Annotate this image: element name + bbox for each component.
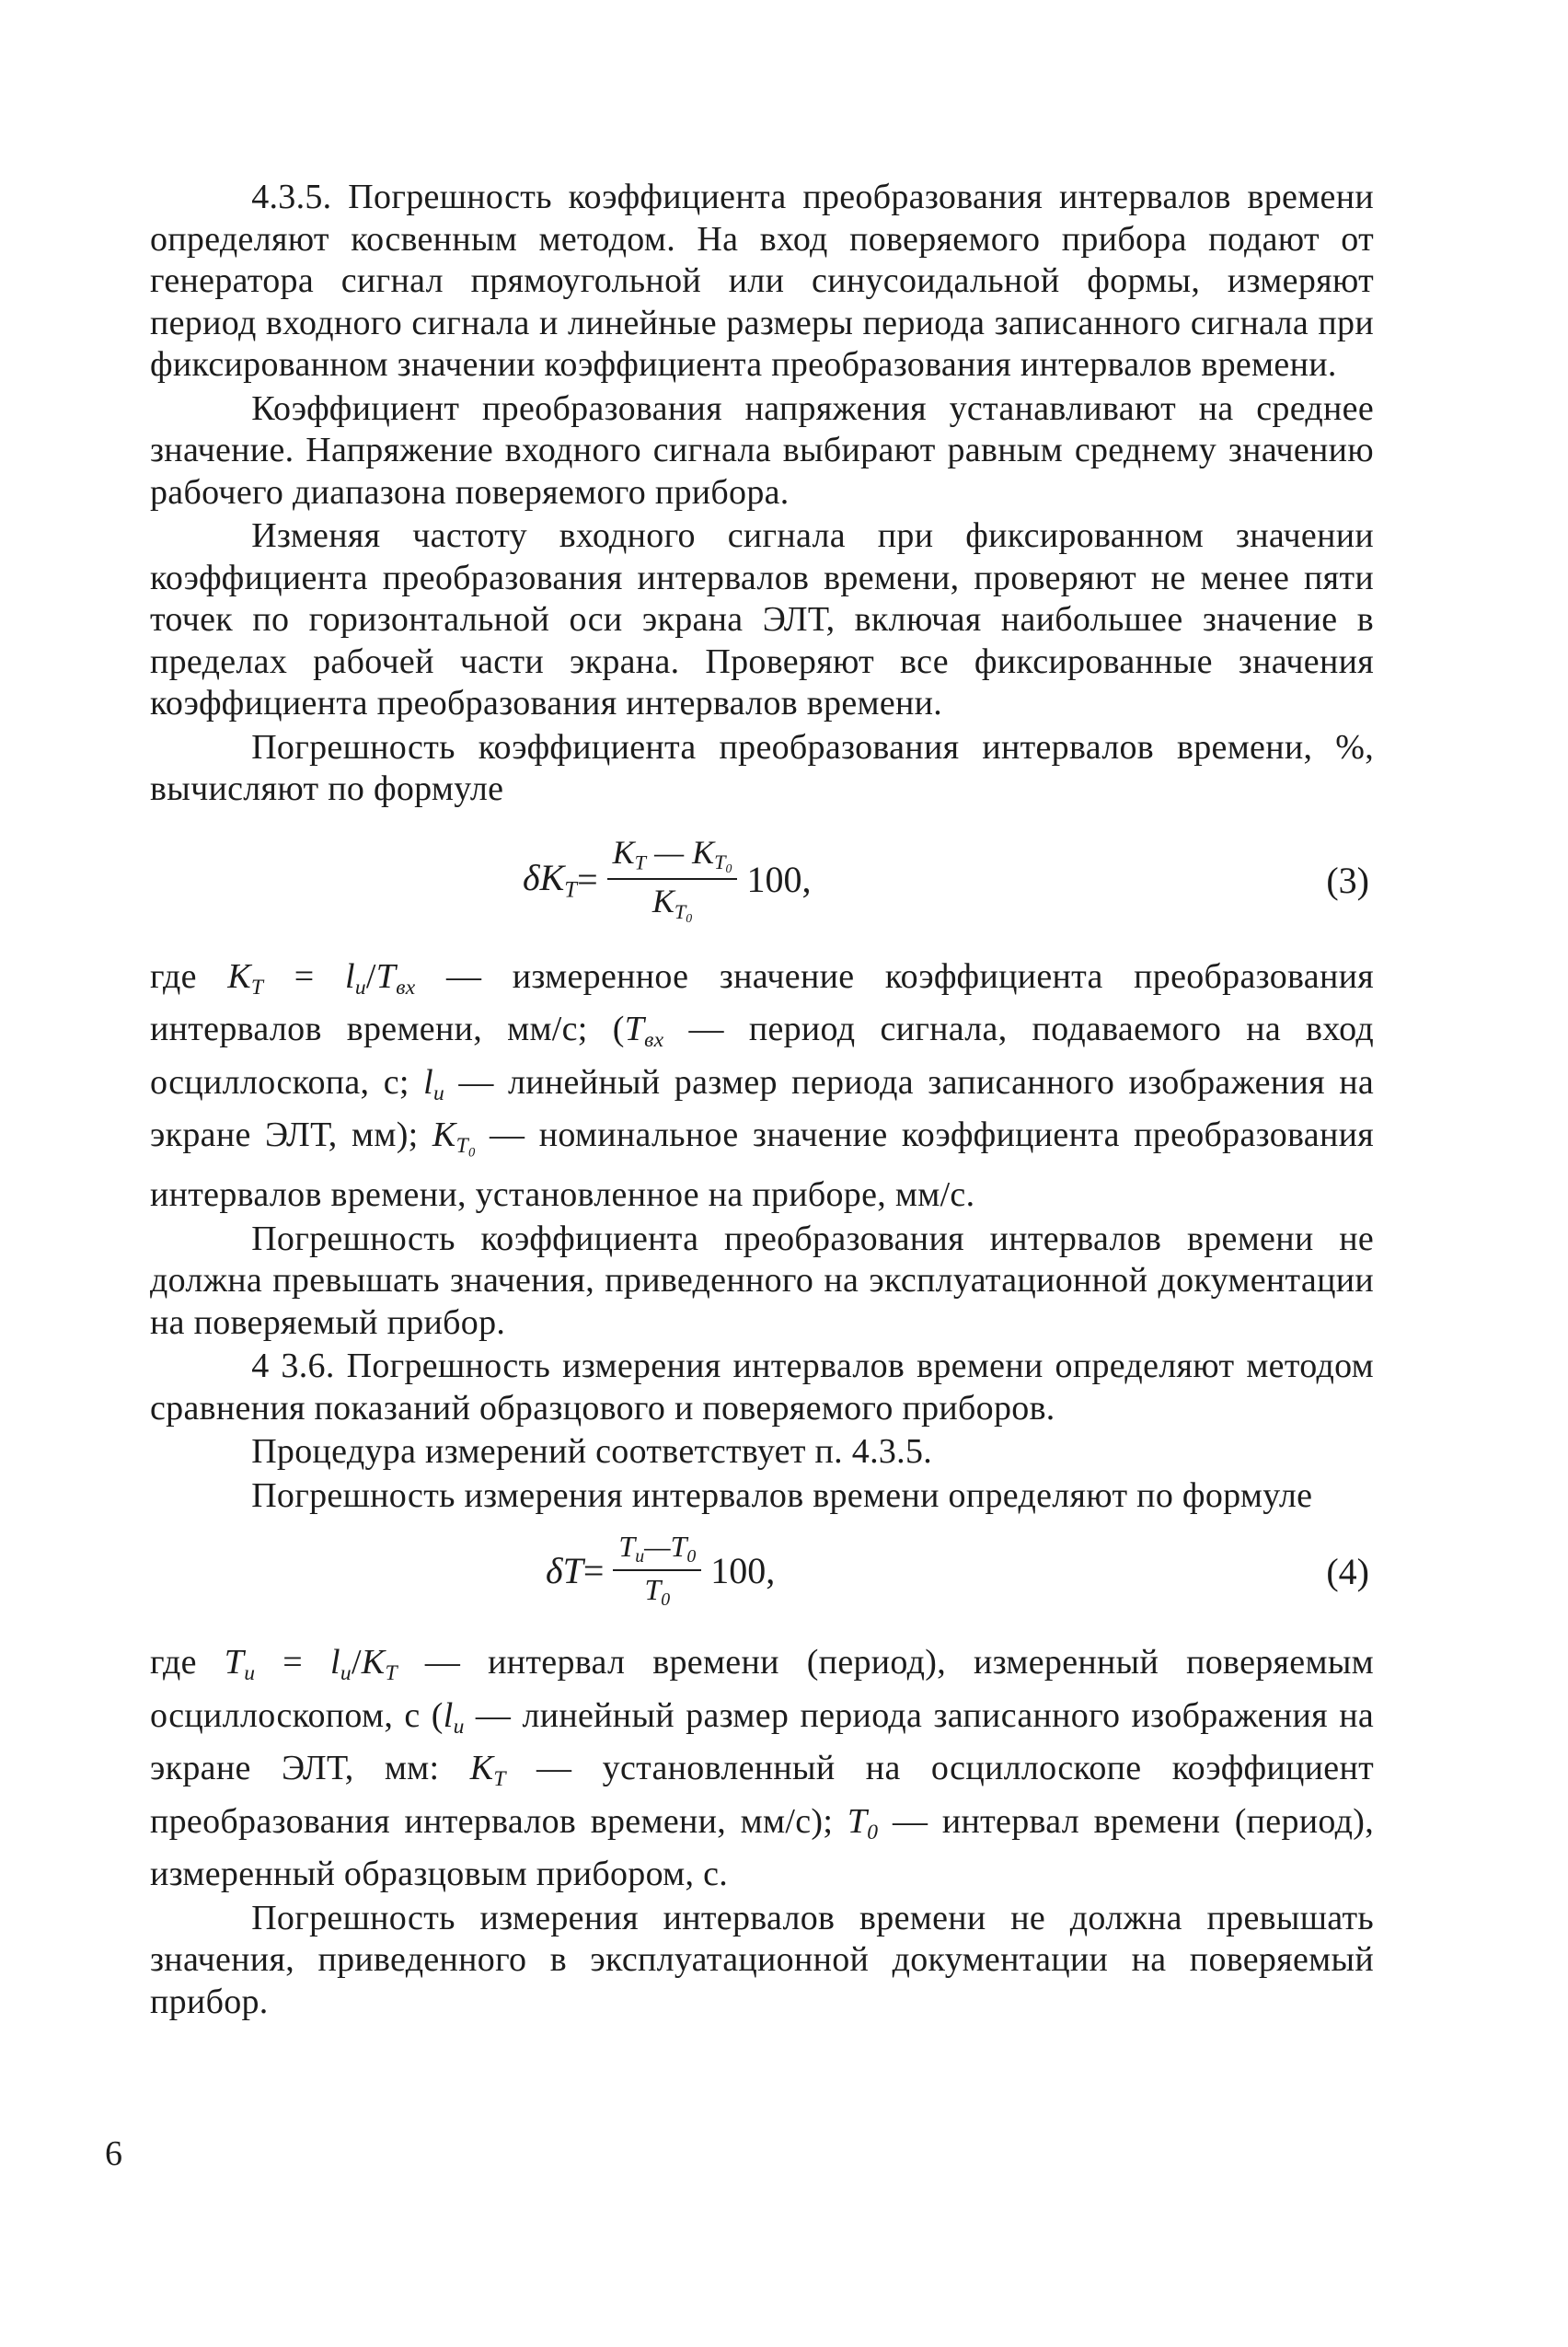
page-number: 6 bbox=[105, 2134, 122, 2173]
paragraph-voltage-coefficient: Коэффициент преобразования напряжения устанавливают на среднее значение. Напряжение входного сигнала выбирают равным среднему значению рабочего диапазона поверяемого прибора. bbox=[150, 388, 1374, 512]
formula-4-denominator: $T_0$ bbox=[644, 1573, 671, 1610]
paragraph-procedure: Процедура измерений соответствует п. 4.3.5. bbox=[251, 1432, 933, 1472]
paragraph-formula-3-where: где $K_T = l_и/T_{вх}$ — измеренное значение коэффициента преобразования интервалов времени, мм/с; ($T_{вх}$ — период сигнала, подаваемого на вход осциллоскопа, с; $l_и$ — линейный размер периода записанного изображения на экране ЭЛТ, мм); $K_{T_0}$ — номинальное значение коэффициента преобразования интервалов времени, установленное на приборе, мм/с. bbox=[150, 956, 1375, 1215]
paragraph-4-3-5: 4.3.5. Погрешность коэффициента преобразования интервалов времени определяют косвенным методом. На вход поверяемого прибора подают от генератора сигнал прямоугольной или синусоидальной формы, измеряют период входного сигнала и линейные размеры периода записанного сигнала при фиксированном значении коэффициента преобразования интервалов времени. bbox=[150, 178, 1374, 384]
paragraph-interval-error-limit: Погрешность измерения интервалов времени не должна превышать значения, приведенного в эксплуатационной документации на поверяемый прибор. bbox=[150, 1898, 1374, 2021]
formula-3-numerator: $K_T$ — $K_{T_0}$ bbox=[607, 833, 738, 881]
paragraph-frequency-check: Изменяя частоту входного сигнала при фиксированном значении коэффициента преобразования интервалов времени, проверяют не менее пяти точек по горизонтальной оси экрана ЭЛТ, включая наибольшее значение в пределах рабочей части экрана. Проверяют все фиксированные значения коэффициента преобразования интервалов времени. bbox=[150, 516, 1374, 723]
formula-3-denominator: $K_{T_0}$ bbox=[651, 883, 693, 926]
paragraph-formula-4-intro: Погрешность измерения интервалов времени определяют по формуле bbox=[251, 1475, 1313, 1515]
formula-3-number: (3) bbox=[1326, 859, 1369, 901]
document-page bbox=[150, 177, 1374, 2025]
formula-4-number: (4) bbox=[1326, 1551, 1369, 1593]
formula-4-numerator: $T_и—T_0$ bbox=[613, 1530, 701, 1571]
formula-4-expression: δT = $\frac{T_и—T_0}{T_0}$ 100, bbox=[546, 1530, 776, 1610]
paragraph-formula-3-intro: Погрешность коэффициента преобразования интервалов времени, %, вычисляют по формуле bbox=[150, 727, 1374, 808]
paragraph-formula-4-where: где $T_и = l_и/K_T$ — интервал времени (период), измеренный поверяемым осциллоскопом, с ($l_и$ — линейный размер периода записанного изображения на экране ЭЛТ, мм: $K_T$ — установленный на осциллоскопе коэффициент преобразования интервалов времени, мм/с); $T_0$ — интервал времени (период), измеренный образцовым прибором, с. bbox=[150, 1643, 1374, 1894]
formula-4-fraction bbox=[613, 1530, 701, 1611]
paragraph-4-3-6: 4 3.6. Погрешность измерения интервалов времени определяют методом сравнения показаний образцового и поверяемого приборов. bbox=[150, 1347, 1374, 1428]
paragraph-coefficient-error-limit: Погрешность коэффициента преобразования интервалов времени не должна превышать значения, приведенного на эксплуатационной документации на поверяемый прибор. bbox=[150, 1219, 1374, 1342]
formula-3-fraction bbox=[607, 833, 738, 927]
formula-4 bbox=[150, 1530, 1374, 1638]
formula-3 bbox=[150, 815, 1374, 953]
formula-3-expression: $\delta K_T$ = $\frac{K_T — K_{T_0}}{K_{T_0}}$ 100, bbox=[523, 833, 812, 926]
